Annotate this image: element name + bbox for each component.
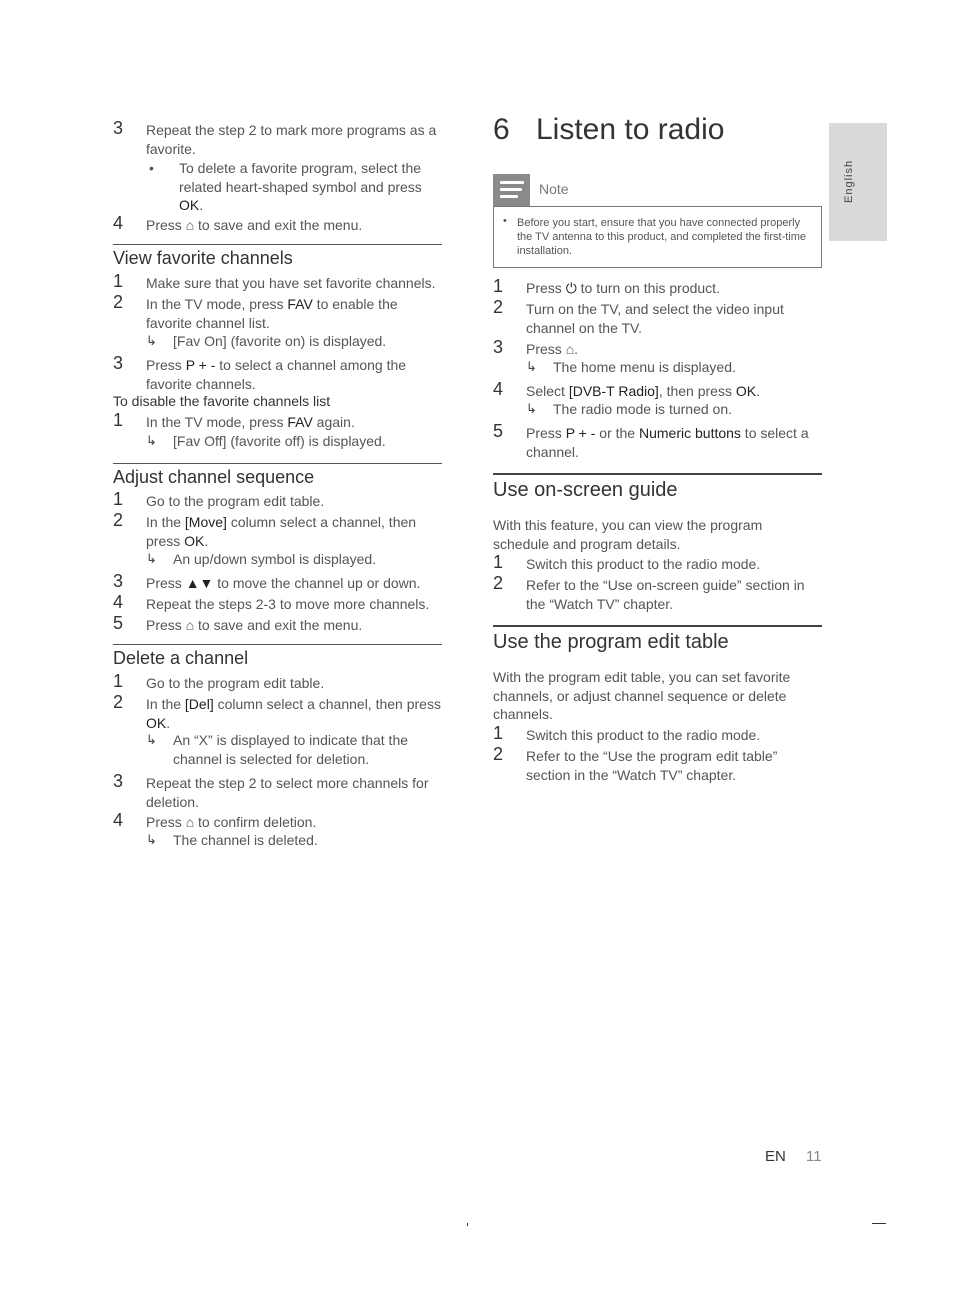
result-text: The home menu is displayed.	[553, 359, 736, 375]
step-number: 1	[113, 271, 124, 291]
step-text: Press	[526, 280, 566, 296]
step-text: Refer to the “Use the program edit table” section in the “Watch TV” chapter.	[526, 748, 778, 783]
step-number: 1	[113, 410, 124, 430]
step-number: 3	[113, 353, 124, 373]
step-text: In the	[146, 514, 185, 530]
step-text: column select a channel, then press	[213, 696, 441, 712]
result-text: [Fav Off] (favorite off) is displayed.	[173, 433, 386, 449]
key-label: OK	[179, 197, 200, 213]
step-text: Repeat the step 2 to select more channels for deletion.	[146, 775, 429, 810]
language-tab-label: English	[843, 159, 855, 203]
step-number: 2	[113, 692, 124, 712]
step-text: again.	[312, 414, 355, 430]
step	[113, 592, 442, 614]
step-text: .	[574, 341, 579, 357]
note-label: Note	[539, 181, 569, 197]
step	[113, 810, 442, 832]
up-down-arrows-icon: ▲▼	[185, 575, 214, 591]
step-number: 4	[113, 213, 124, 233]
step-number: 1	[493, 276, 504, 296]
step-text: to confirm deletion.	[194, 814, 317, 830]
key-label: [Del]	[184, 696, 214, 712]
key-label: [Move]	[184, 514, 227, 530]
step-number: 2	[493, 297, 504, 317]
step-number: 3	[113, 771, 124, 791]
bullet-item	[146, 159, 442, 215]
result-line	[146, 831, 442, 850]
home-icon: ⌂	[185, 617, 195, 633]
step-number: 2	[113, 292, 124, 312]
step-text: to select a channel among the favorite channels.	[146, 357, 407, 392]
step-text: column select a channel, then press	[146, 514, 417, 549]
section-heading: View favorite channels	[113, 248, 293, 268]
step	[493, 297, 822, 337]
step-text: Press	[146, 617, 186, 633]
step-text: .	[756, 383, 760, 399]
result-arrow-icon: ↳	[526, 401, 537, 416]
key-label: FAV	[287, 296, 313, 312]
step	[113, 489, 442, 511]
step-text: .	[166, 714, 171, 731]
step-number: 5	[113, 613, 124, 633]
section-divider	[113, 244, 442, 245]
section-heading: Delete a channel	[113, 648, 249, 668]
step	[113, 292, 442, 332]
step	[113, 353, 442, 393]
footer-language: EN	[765, 1148, 786, 1165]
note-icon	[493, 174, 530, 206]
step	[113, 271, 442, 293]
result-arrow-icon: ↳	[146, 433, 157, 448]
step	[493, 552, 822, 574]
step-text: to save and exit the menu.	[194, 217, 363, 233]
crop-mark	[467, 1223, 468, 1226]
result-arrow-icon: ↳	[146, 333, 157, 348]
step-number: 3	[493, 337, 504, 357]
result-line	[146, 332, 442, 351]
step-text: Repeat the steps 2-3 to move more channels.	[146, 596, 430, 612]
step	[493, 723, 822, 745]
step	[493, 421, 822, 461]
step-text: Press	[526, 425, 566, 441]
result-line	[526, 358, 822, 377]
step	[113, 571, 442, 593]
step-text: Switch this product to the radio mode.	[526, 727, 761, 743]
subheading: To disable the favorite channels list	[113, 393, 331, 409]
step-text: Switch this product to the radio mode.	[526, 556, 761, 572]
step	[113, 213, 442, 235]
key-label: Numeric buttons	[638, 425, 741, 441]
step-number: 4	[493, 379, 504, 399]
section-heading: Use on-screen guide	[493, 479, 678, 501]
result-arrow-icon: ↳	[146, 732, 157, 747]
step-number: 5	[493, 421, 504, 441]
result-line	[526, 400, 822, 419]
step	[113, 613, 442, 635]
step	[113, 771, 442, 811]
chapter-number: 6	[493, 113, 510, 146]
note-text: Before you start, ensure that you have connected properly the TV antenna to this product, and completed the first-time installation.	[517, 217, 807, 257]
step-text: Repeat the step 2 to mark more programs as a favorite.	[146, 122, 437, 157]
step-text: Go to the program edit table.	[146, 493, 325, 509]
step-text: to turn on this product.	[576, 280, 720, 296]
paragraph: With the program edit table, you can set favorite channels, or adjust channel sequence or delete channels.	[493, 669, 791, 722]
step-text: Press	[146, 814, 186, 830]
step	[113, 671, 442, 693]
key-label: P + -	[565, 425, 596, 441]
bullet-icon: •	[503, 215, 507, 227]
home-icon: ⌂	[565, 341, 575, 357]
result-text: An “X” is displayed to indicate that the channel is selected for deletion.	[173, 732, 409, 767]
step-text: Go to the program edit table.	[146, 675, 325, 691]
step	[493, 744, 822, 784]
step-number: 2	[113, 510, 124, 530]
key-label: [DVB-T Radio]	[568, 383, 659, 399]
step	[113, 410, 442, 432]
step-number: 2	[493, 573, 504, 593]
key-label: OK	[146, 714, 167, 731]
key-label: OK	[184, 532, 205, 549]
bullet-text: To delete a favorite program, select the related heart-shaped symbol and press	[179, 160, 422, 195]
section-divider	[113, 644, 442, 645]
step-text: Press	[146, 357, 186, 373]
home-icon: ⌂	[185, 814, 195, 830]
step-text: , then press	[658, 383, 736, 399]
section-heading: Use the program edit table	[493, 631, 729, 653]
step-text: In the	[146, 696, 185, 712]
step-text: to move the channel up or down.	[213, 575, 421, 591]
step	[493, 337, 822, 359]
bullet-end: .	[199, 197, 204, 213]
home-icon: ⌂	[185, 217, 195, 233]
step-number: 1	[493, 552, 504, 572]
step-number: 2	[493, 744, 504, 764]
result-line	[146, 731, 442, 768]
result-text: The channel is deleted.	[173, 832, 318, 848]
section-divider	[493, 473, 822, 475]
key-label: FAV	[287, 414, 313, 430]
result-arrow-icon: ↳	[146, 551, 157, 566]
key-label: P + -	[185, 357, 216, 373]
crop-mark	[872, 1223, 886, 1224]
step-text: to enable the favorite channel list.	[146, 296, 398, 331]
step-number: 1	[113, 671, 124, 691]
result-text: The radio mode is turned on.	[553, 401, 732, 417]
step	[113, 510, 442, 550]
result-text: An up/down symbol is displayed.	[173, 551, 377, 567]
step-number: 4	[113, 592, 124, 612]
section-divider	[113, 463, 442, 464]
step-text: Press	[146, 575, 186, 591]
step-text: In the TV mode, press	[146, 296, 288, 312]
step	[493, 276, 822, 298]
result-text: [Fav On] (favorite on) is displayed.	[173, 333, 387, 349]
step-text: Turn on the TV, and select the video input channel on the TV.	[526, 301, 784, 336]
step-text: In the TV mode, press	[146, 414, 288, 430]
step	[113, 692, 442, 732]
step-number: 1	[113, 489, 124, 509]
step	[113, 118, 442, 158]
section-divider	[493, 625, 822, 627]
step-number: 3	[113, 118, 124, 138]
result-arrow-icon: ↳	[146, 832, 157, 847]
key-label: OK	[735, 383, 757, 399]
step-number: 4	[113, 810, 124, 830]
result-line	[146, 550, 442, 569]
chapter-title	[493, 113, 724, 147]
step	[493, 379, 822, 401]
power-icon: ⏻	[565, 280, 577, 296]
step-text: or the	[595, 425, 639, 441]
chapter-title-text: Listen to radio	[536, 113, 725, 146]
section-heading: Adjust channel sequence	[113, 467, 315, 487]
step-text: Make sure that you have set favorite channels.	[146, 275, 436, 291]
step	[493, 573, 822, 613]
note-box	[493, 206, 822, 268]
paragraph: With this feature, you can view the program schedule and program details.	[493, 517, 763, 552]
step-text: Press	[526, 341, 566, 357]
step-text: Select	[526, 383, 569, 399]
language-tab	[829, 123, 887, 241]
step-text: Refer to the “Use on-screen guide” section in the “Watch TV” chapter.	[526, 577, 805, 612]
result-line	[146, 432, 442, 451]
step-text: .	[204, 532, 209, 549]
step-number: 1	[493, 723, 504, 743]
result-arrow-icon: ↳	[526, 359, 537, 374]
step-text: Press	[146, 217, 186, 233]
step-number: 3	[113, 571, 124, 591]
step-text: to save and exit the menu.	[194, 617, 363, 633]
page-number: 11	[806, 1148, 822, 1165]
step-text: to select a channel.	[526, 425, 809, 460]
bullet-icon: •	[149, 160, 154, 176]
